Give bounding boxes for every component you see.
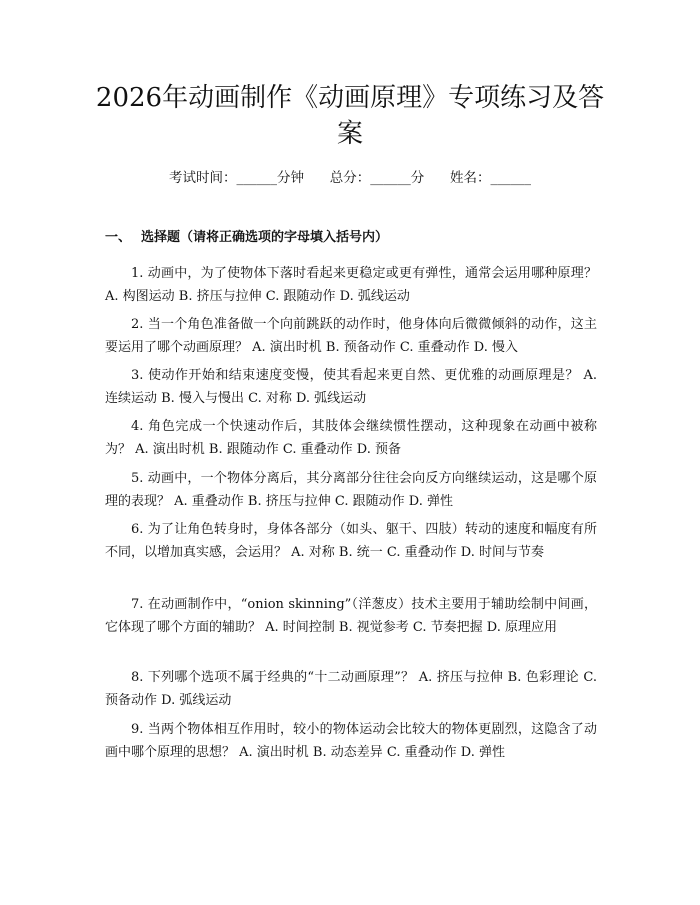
question-9: 9. 当两个物体相互作用时，较小的物体运动会比较大的物体更剧烈，这隐含了动画中哪个原理的思想？ A. 演出时机 B. 动态差异 C. 重叠动作 D. 弹性 <box>105 722 597 760</box>
question-1: 1. 动画中，为了使物体下落时看起来更稳定或更有弹性，通常会运用哪种原理？ A. 构图运动 B. 挤压与拉伸 C. 跟随动作 D. 弧线运动 <box>105 266 597 304</box>
question-6: 6. 为了让角色转身时，身体各部分（如头、躯干、四肢）转动的速度和幅度有所不同，以增加真实感，会运用？ A. 对称 B. 统一 C. 重叠动作 D. 时间与节奏 <box>105 522 597 560</box>
section-heading <box>105 228 388 248</box>
question-8: 8. 下列哪个选项不属于经典的“十二动画原理”？ A. 挤压与拉伸 B. 色彩理论 C. 预备动作 D. 弧线运动 <box>105 670 597 708</box>
question-5: 5. 动画中，一个物体分离后，其分离部分往往会向反方向继续运动，这是哪个原理的表现？ A. 重叠动作 B. 挤压与拉伸 C. 跟随动作 D. 弹性 <box>105 471 597 509</box>
exam-info-line: 考试时间：______分钟 总分：______分 姓名：______ <box>169 170 531 186</box>
question-4: 4. 角色完成一个快速动作后，其肢体会继续惯性摆动，这种现象在动画中被称为？ A. 演出时机 B. 跟随动作 C. 重叠动作 D. 预备 <box>105 419 597 457</box>
question-7: 7. 在动画制作中，“onion skinning”（洋葱皮）技术主要用于辅助绘制中间画，它体现了哪个方面的辅助？ A. 时间控制 B. 视觉参考 C. 节奏把握 D. 原理应用 <box>105 597 597 635</box>
question-3: 3. 使动作开始和结束速度变慢，使其看起来更自然、更优雅的动画原理是？ A. 连续运动 B. 慢入与慢出 C. 对称 D. 弧线运动 <box>105 368 597 406</box>
document-title: 2026年动画制作《动画原理》专项练习及答案 <box>95 83 605 149</box>
section-title: 选择题（请将正确选项的字母填入括号内） <box>141 230 389 245</box>
question-2: 2. 当一个角色准备做一个向前跳跃的动作时，他身体向后微微倾斜的动作，这主要运用了哪个动画原理？ A. 演出时机 B. 预备动作 C. 重叠动作 D. 慢入 <box>105 317 597 355</box>
section-number: 一、 <box>105 230 132 245</box>
